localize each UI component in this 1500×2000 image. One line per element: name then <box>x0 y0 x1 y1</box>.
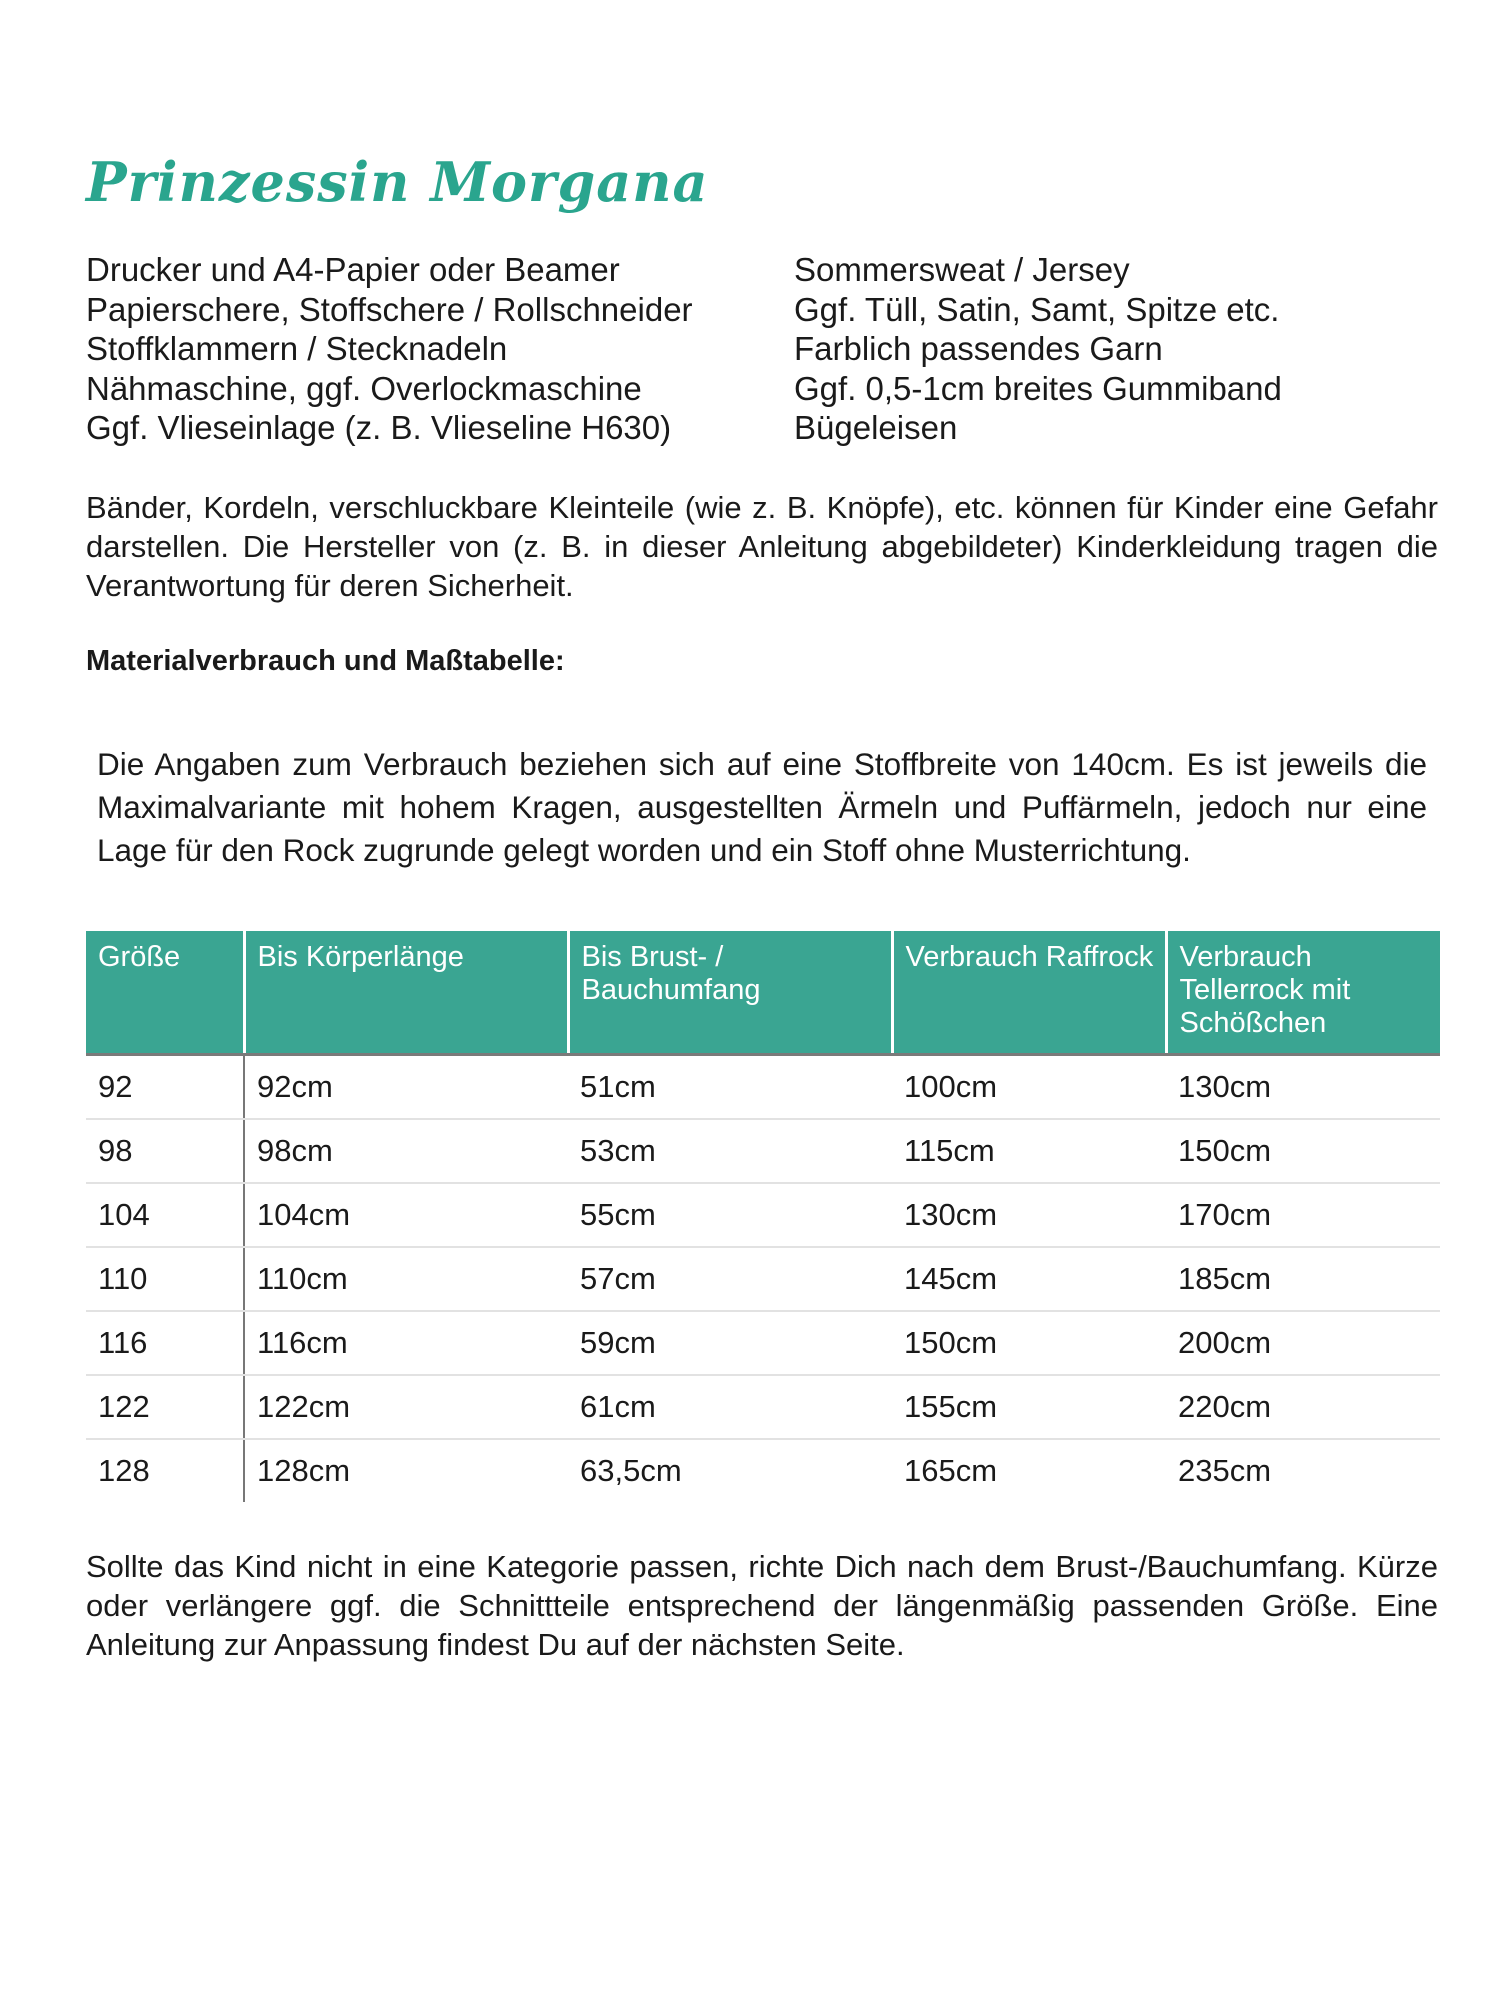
safety-warning: Bänder, Kordeln, verschluckbare Kleinteile (wie z. B. Knöpfe), etc. können für Kinder eine Gefahr darstellen. Die Hersteller von (z. B. in dieser Anleitung abgebildeter) Kinderkleidung tragen die Verantwortung für deren Sicherheit. <box>86 490 1438 603</box>
cell-body-length: 104cm <box>244 1183 568 1247</box>
cell-body-length: 128cm <box>257 1453 351 1488</box>
column-header-usage-tellerrock: Verbrauch Tellerrock mit Schößchen <box>1166 931 1440 1055</box>
material-item: Ggf. Vlieseinlage (z. B. Vlieseline H630) <box>86 409 672 446</box>
cell-usage-raffrock: 155cm <box>892 1375 1166 1439</box>
cell-chest-waist: 63,5cm <box>580 1453 682 1488</box>
table-header-row <box>86 931 1440 1055</box>
material-item: Farblich passendes Garn <box>794 330 1163 367</box>
size-table <box>86 931 1440 1502</box>
cell-size: 98 <box>86 1119 244 1183</box>
material-item: Nähmaschine, ggf. Overlockmaschine <box>86 369 642 407</box>
page-title: Prinzessin Morgana <box>86 150 709 214</box>
cell-body-length: 110cm <box>244 1247 568 1311</box>
column-header-size: Größe <box>86 931 244 1055</box>
material-item: Sommersweat / Jersey <box>794 251 1130 288</box>
cell-size: 104 <box>86 1183 244 1247</box>
section-heading: Materialverbrauch und Maßtabelle: <box>86 645 565 677</box>
cell-usage-tellerrock: 200cm <box>1166 1311 1440 1375</box>
material-item: Bügeleisen <box>794 409 958 446</box>
cell-size: 92 <box>86 1055 244 1120</box>
material-item: Stoffklammern / Stecknadeln <box>86 330 508 367</box>
cell-usage-raffrock: 100cm <box>892 1055 1166 1120</box>
material-item: Ggf. Tüll, Satin, Samt, Spitze etc. <box>794 290 1280 328</box>
cell-usage-tellerrock: 220cm <box>1166 1375 1440 1439</box>
materials-list-right <box>794 250 1282 448</box>
cell-usage-tellerrock: 130cm <box>1166 1055 1440 1120</box>
materials-list-left <box>86 250 693 448</box>
cell-chest-waist: 55cm <box>568 1183 892 1247</box>
column-header-body-length: Bis Körperlänge <box>244 931 568 1055</box>
column-header-usage-raffrock: Verbrauch Raffrock <box>892 931 1166 1055</box>
cell-body-length: 116cm <box>244 1311 568 1375</box>
cell-chest-waist: 53cm <box>568 1119 892 1183</box>
fit-advice: Sollte das Kind nicht in eine Kategorie passen, richte Dich nach dem Brust-/Bauchumfang. Kürze oder verlängere ggf. die Schnittteile entsprechend der längenmäßig passenden Größe. Eine Anleitung zur Anpassung findest Du auf der nächsten Seite. <box>86 1549 1438 1662</box>
material-item: Papierschere, Stoffschere / Rollschneider <box>86 290 693 328</box>
cell-size: 110 <box>86 1247 244 1311</box>
cell-body-length: 122cm <box>244 1375 568 1439</box>
material-item: Ggf. 0,5-1cm breites Gummiband <box>794 369 1282 407</box>
cell-chest-waist: 61cm <box>568 1375 892 1439</box>
cell-usage-raffrock: 115cm <box>892 1119 1166 1183</box>
cell-usage-tellerrock: 235cm <box>1178 1453 1272 1488</box>
table-row <box>86 1055 1440 1120</box>
cell-body-length: 92cm <box>244 1055 568 1120</box>
cell-usage-raffrock: 150cm <box>892 1311 1166 1375</box>
table-row <box>86 1119 1440 1183</box>
usage-note: Die Angaben zum Verbrauch beziehen sich auf eine Stoffbreite von 140cm. Es ist jeweils die Maximalvariante mit hohem Kragen, ausgestellten Ärmeln und Puffärmeln, jedoch nur eine Lage für den Rock zugrunde gelegt worden und ein Stoff ohne Musterrichtung. <box>97 746 1427 868</box>
cell-usage-tellerrock: 185cm <box>1166 1247 1440 1311</box>
cell-size: 128 <box>86 1439 244 1502</box>
table-row <box>86 1247 1440 1311</box>
cell-size: 116 <box>86 1311 244 1375</box>
cell-usage-raffrock: 165cm <box>904 1453 998 1488</box>
cell-chest-waist: 59cm <box>568 1311 892 1375</box>
material-item: Drucker und A4-Papier oder Beamer <box>86 251 620 288</box>
cell-size: 122 <box>86 1375 244 1439</box>
cell-chest-waist: 51cm <box>568 1055 892 1120</box>
cell-chest-waist: 57cm <box>568 1247 892 1311</box>
cell-usage-raffrock: 145cm <box>892 1247 1166 1311</box>
table-row <box>86 1375 1440 1439</box>
cell-usage-tellerrock: 150cm <box>1166 1119 1440 1183</box>
table-row <box>86 1439 1440 1502</box>
cell-body-length: 98cm <box>244 1119 568 1183</box>
table-row <box>86 1183 1440 1247</box>
cell-usage-raffrock: 130cm <box>892 1183 1166 1247</box>
column-header-chest-waist: Bis Brust- / Bauchumfang <box>568 931 892 1055</box>
table-row <box>86 1311 1440 1375</box>
cell-usage-tellerrock: 170cm <box>1166 1183 1440 1247</box>
